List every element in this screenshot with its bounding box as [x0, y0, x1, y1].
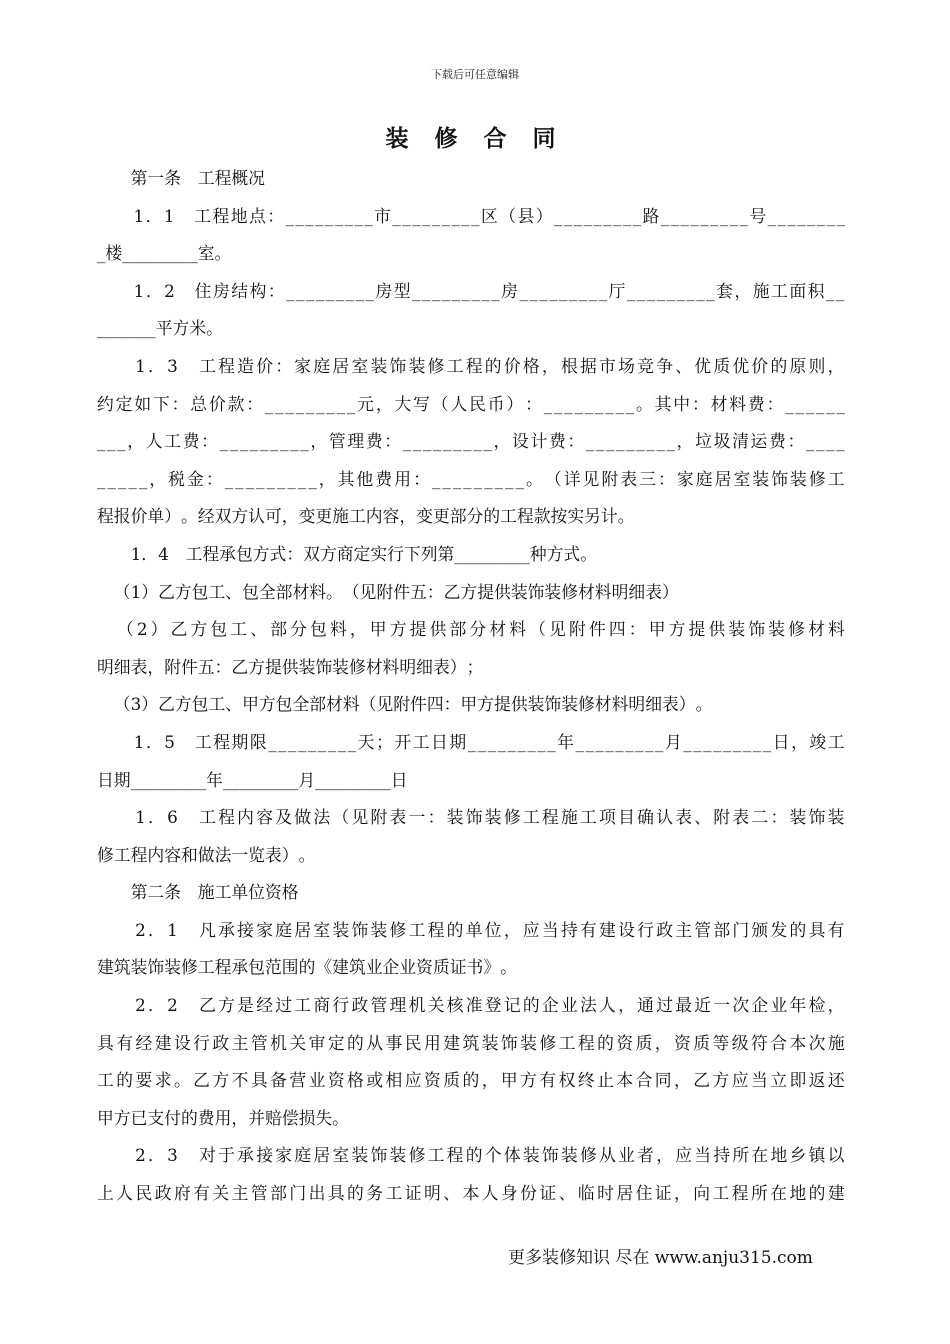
body-line: 日 期 _ _ _ _ _ _ _ _ _ 年 _ _ _ _ _ _ _ _ _ 月 _ _ _ _ _ _ _ _ _ 日: [97, 769, 408, 790]
document-title: 装 修 合 同: [385, 126, 565, 152]
body-line: 2 ． 1 凡 承 接 家 庭 居 室 装 饰 装 修 工 程 的 单 位 ， 应 当 持 有 建 设 行 政 主 管 部 门 颁 发 的 具 有: [135, 919, 845, 940]
body-line: 具 有 经 建 设 行 政 主 管 机 关 审 定 的 从 事 民 用 建 筑 装 饰 装 修 工 程 的 资 质 ， 资 质 等 级 符 合 本 次 施: [97, 1032, 845, 1053]
body-line: （ 2 ） 乙 方 包 工 、 部 分 包 料 ， 甲 方 提 供 部 分 材 料 （ 见 附 件 四 ： 甲 方 提 供 装 饰 装 修 材 料: [116, 619, 845, 640]
body-line: （ 1 ） 乙 方 包 工 、 包 全 部 材 料 。 （ 见 附 件 五 ： 乙 方 提 供 装 饰 装 修 材 料 明 细 表 ）: [113, 581, 679, 602]
body-line: 1 ． 5 工 程 期 限 _ _ _ _ _ _ _ _ _ 天 ； 开 工 日 期 _ _ _ _ _ _ _ _ _ 年 _ _ _ _ _ _ _ _ _ 月 _ _ _ _ _ _ _ _ _ 日 ， 竣 工: [133, 731, 845, 752]
body-line: _ _ _ _ _ ， 税 金 ： _ _ _ _ _ _ _ _ _ ， 其 他 费 用 ： _ _ _ _ _ _ _ _ _ 。 （ 详 见 附 表 三 ： 家 庭 居 室 装 饰 装 修 工: [97, 468, 845, 489]
body-line: （ 3 ） 乙 方 包 工 、 甲 方 包 全 部 材 料 （ 见 附 件 四 ： 甲 方 提 供 装 饰 装 修 材 料 明 细 表 ） 。: [113, 694, 713, 715]
body-line: 2 ． 2 乙 方 是 经 过 工 商 行 政 管 理 机 关 核 准 登 记 的 企 业 法 人 ， 通 过 最 近 一 次 企 业 年 检 ，: [135, 995, 845, 1016]
body-line: 工 的 要 求 。 乙 方 不 具 备 营 业 资 格 或 相 应 资 质 的 ， 甲 方 有 权 终 止 本 合 同 ， 乙 方 应 当 立 即 返 还: [97, 1070, 845, 1091]
body-line: 建 筑 装 饰 装 修 工 程 承 包 范 围 的 《 建 筑 业 企 业 资 质 证 书 》 。: [97, 957, 517, 978]
footer-link-text: 更多装修知识 尽在 www.anju315.com: [508, 1248, 813, 1268]
body-line: 1 ． 4 工 程 承 包 方 式 ： 双 方 商 定 实 行 下 列 第 _ _ _ _ _ _ _ _ _ 种 方 式 。: [130, 543, 598, 564]
header-note: 下载后可任意编辑: [431, 68, 519, 81]
body-line: _ 楼 _ _ _ _ _ _ _ _ _ 室 。: [97, 243, 232, 264]
body-line: 1 ． 3 工 程 造 价 ： 家 庭 居 室 装 饰 装 修 工 程 的 价 格 ， 根 据 市 场 竞 争 、 优 质 优 价 的 原 则 ，: [135, 355, 845, 376]
body-line: 第 二 条 施 工 单 位 资 格: [130, 882, 299, 903]
body-line: 第 一 条 工 程 概 况: [130, 168, 265, 188]
body-line: _ _ _ ， 人 工 费 ： _ _ _ _ _ _ _ _ _ ， 管 理 费 ： _ _ _ _ _ _ _ _ _ ， 设 计 费 ： _ _ _ _ _ _ _ _ _ ， 垃 圾 清 运 费 ： _ _ _ _: [97, 431, 845, 452]
body-line: 程 报 价 单 ） 。 经 双 方 认 可 ， 变 更 施 工 内 容 ， 变 更 部 分 的 工 程 款 按 实 另 计 。: [97, 506, 635, 527]
contract-body: [97, 160, 845, 1213]
body-line: 上 人 民 政 府 有 关 主 管 部 门 出 具 的 务 工 证 明 、 本 人 身 份 证 、 临 时 居 住 证 ， 向 工 程 所 在 地 的 建: [97, 1183, 845, 1204]
body-line: 约 定 如 下 ： 总 价 款 ： _ _ _ _ _ _ _ _ _ 元 ， 大 写 （ 人 民 币 ） ： _ _ _ _ _ _ _ _ _ 。 其 中 ： 材 料 费 ： _ _ _ _ _ _: [97, 393, 845, 414]
body-line: 1 ． 1 工 程 地 点 ： _ _ _ _ _ _ _ _ _ 市 _ _ _ _ _ _ _ _ _ 区 （ 县 ） _ _ _ _ _ _ _ _ _ 路 _ _ _ _ _ _ _ _ _ 号 _ _ _ _ _ _ _ _: [133, 205, 845, 226]
body-line: 2 ． 3 对 于 承 接 家 庭 居 室 装 饰 装 修 工 程 的 个 体 装 饰 装 修 从 业 者 ， 应 当 持 所 在 地 乡 镇 以: [135, 1145, 845, 1166]
body-line: 修 工 程 内 容 和 做 法 一 览 表 ） 。: [97, 844, 316, 865]
body-line: 1 ． 6 工 程 内 容 及 做 法 （ 见 附 表 一 ： 装 饰 装 修 工 程 施 工 项 目 确 认 表 、 附 表 二 ： 装 饰 装: [135, 807, 845, 828]
body-line: 明 细 表 ， 附 件 五 ： 乙 方 提 供 装 饰 装 修 材 料 明 细 表 ） ；: [97, 656, 484, 677]
body-line: _ _ _ _ _ _ _ 平 方 米 。: [97, 318, 223, 339]
body-line: 甲 方 已 支 付 的 费 用 ， 并 赔 偿 损 失 。: [97, 1107, 349, 1128]
body-line: 1 ． 2 住 房 结 构 ： _ _ _ _ _ _ _ _ _ 房 型 _ _ _ _ _ _ _ _ _ 房 _ _ _ _ _ _ _ _ _ 厅 _ _ _ _ _ _ _ _ _ 套 ， 施 工 面 积 _ _: [133, 280, 845, 301]
